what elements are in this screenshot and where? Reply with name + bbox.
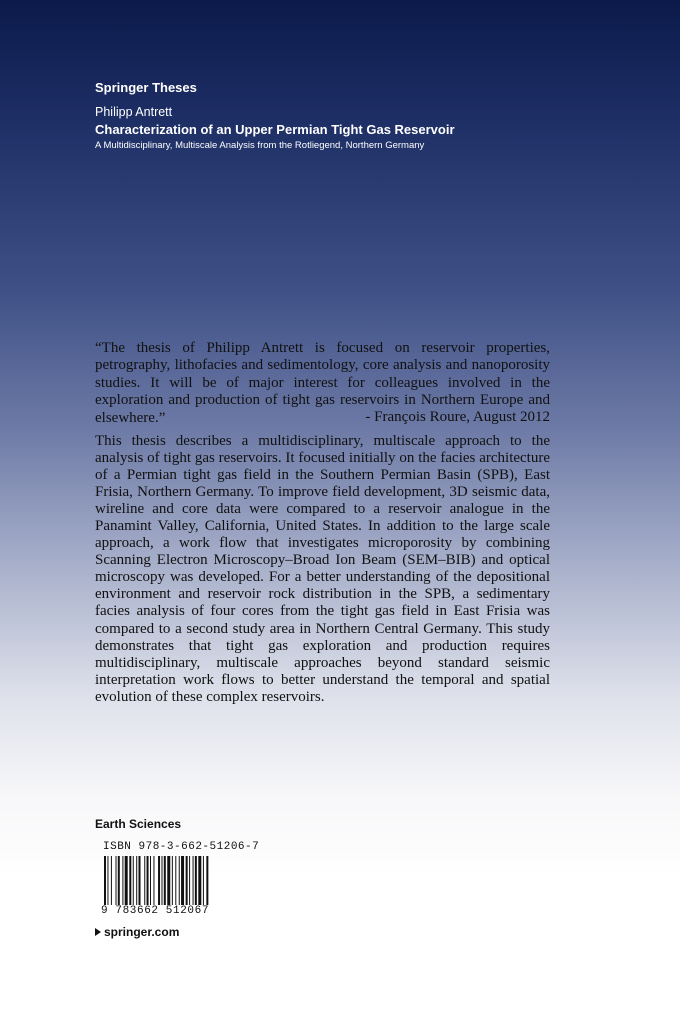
barcode-bar [175,856,176,906]
barcode-bar [179,856,180,906]
series-name: Springer Theses [95,80,197,95]
author-name: Philipp Antrett [95,105,173,119]
barcode-bar [111,856,112,906]
barcode-bar [144,856,145,906]
barcode-bar [162,856,163,906]
barcode-bar [150,856,151,906]
barcode-bar [186,856,188,906]
barcode-digits: 9 783662 512067 [101,905,210,917]
isbn-label: ISBN 978-3-662-51206-7 [103,841,260,853]
barcode-bar [116,856,117,906]
book-description: This thesis describes a multidisciplinary, multiscale approach to the analysis of tight gas reservoirs. It focused initially on the facies architecture of a Permian tight gas field in the Southern Permian Basin (SPB), East Frisia, Northern Germany. To improve field development, 3D seismic data, wireline and core data were compared to a reservoir analogue in the Panamint Valley, California, United States. In addition to the large scale approach, a work flow that investigates microporosity by combining Scanning Electron Microscopy–Broad Ion Beam (SEM–BIB) and optical microscopy was developed. For a better understanding of the depositional environment and reservoir rock distribution in the SPB, a sedimentary facies analysis of four cores from the tight gas field in East Frisia was compared to a second study area in Northern Central Germany. This study demonstrates that tight gas exploration and production requires multidisciplinary, multiscale approaches beyond standard seismic interpretation work flows to better understand the temporal and spatial evolution of these complex reservoirs. [95,433,550,705]
barcode-bar [118,856,120,906]
arrow-right-icon [95,928,101,936]
subject-category: Earth Sciences [95,817,182,831]
website-label: springer.com [104,925,180,939]
barcode-bar [133,856,134,906]
publisher-website[interactable] [95,925,179,939]
book-subtitle: A Multidisciplinary, Multiscale Analysis from the Rotliegend, Northern Germany [95,140,425,151]
barcode-bar [172,856,173,906]
barcode-bar [167,856,170,906]
barcode-bar [129,856,131,906]
barcode-bar [189,856,190,906]
barcode-bar [147,856,149,906]
barcode-bar [139,856,141,906]
barcode-bar [164,856,166,906]
barcode-bar [153,856,154,906]
barcode-bar [125,856,128,906]
barcode-bar [195,856,197,906]
endorsement-quote: “The thesis of Philipp Antrett is focused on reservoir properties, petrography, lithofacies and sedimentology, core analysis and nanoporosity studies. It will be of major interest for colleagues involved in the exploration and production of tight gas reservoirs in Northern Europe and elsewhere.” [95,340,550,426]
barcode-bar [136,856,137,906]
barcode-bar [122,856,123,906]
barcode-bar [193,856,194,906]
book-title: Characterization of an Upper Permian Tight Gas Reservoir [95,122,455,137]
barcode-bar [181,856,184,906]
barcode-bar [198,856,201,906]
quote-attribution: - François Roure, August 2012 [365,409,550,425]
